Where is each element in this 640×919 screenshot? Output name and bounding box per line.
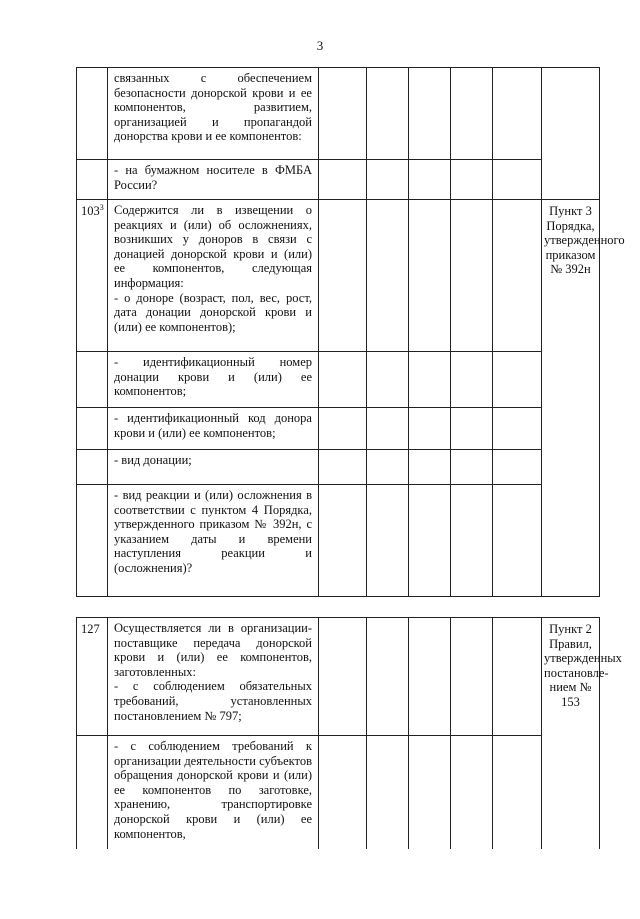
answer-cell-note[interactable] (451, 352, 493, 408)
checklist-table-bottom (76, 617, 622, 849)
answer-cell-no[interactable] (367, 618, 409, 736)
row-number (77, 485, 108, 597)
answer-cell-no[interactable] (367, 736, 409, 850)
answer-cell-na[interactable] (409, 736, 451, 850)
row-number (77, 450, 108, 485)
answer-cell-yes[interactable] (319, 408, 367, 450)
row-number (77, 736, 108, 850)
table-row (77, 736, 600, 850)
answer-cell-na[interactable] (409, 160, 451, 200)
answer-cell-note[interactable] (451, 736, 493, 850)
answer-cell-no[interactable] (367, 450, 409, 485)
question-text: - с соблюдением требований к организации деятельности субъектов обращения донорской крови и (или) ее компонентов по заготовке, хранению, транспортировке донорской крови и (или) ее компонентов, (108, 736, 319, 850)
answer-cell-note[interactable] (451, 68, 493, 160)
question-text: Осуществляется ли в организации-поставщике передача донорской крови и (или) ее компонентов, заготовленных: - с соблюдением обязательных требований, установленных постановлением № 797; (108, 618, 319, 736)
answer-cell-note[interactable] (451, 160, 493, 200)
answer-cell-extra[interactable] (493, 352, 542, 408)
row-number (77, 160, 108, 200)
answer-cell-note[interactable] (451, 485, 493, 597)
answer-cell-no[interactable] (367, 408, 409, 450)
answer-cell-no[interactable] (367, 352, 409, 408)
checklist-table-top (76, 67, 625, 597)
question-text: Содержится ли в извещении о реакциях и (или) об осложнениях, возникших у доноров в связи с донацией донорской крови и (или) ее компонентов, следующая информация: - о доноре (возраст, пол, вес, рост, дата донации донорской крови и (или) ее компонентов); (108, 200, 319, 352)
question-text: - вид реакции и (или) осложнения в соответствии с пунктом 4 Порядка, утвержденного приказом № 392н, с указанием даты и времени наступления реакции и (осложнения)? (108, 485, 319, 597)
answer-cell-note[interactable] (451, 450, 493, 485)
table-row (77, 408, 600, 450)
answer-cell-extra[interactable] (493, 200, 542, 352)
answer-cell-na[interactable] (409, 352, 451, 408)
answer-cell-yes[interactable] (319, 485, 367, 597)
question-text: - на бумажном носителе в ФМБА России? (108, 160, 319, 200)
row-number: $103^3$ (77, 200, 108, 352)
row-number (77, 352, 108, 408)
answer-cell-no[interactable] (367, 485, 409, 597)
answer-cell-extra[interactable] (493, 618, 542, 736)
answer-cell-note[interactable] (451, 618, 493, 736)
table-row (77, 160, 600, 200)
answer-cell-extra[interactable] (493, 736, 542, 850)
answer-cell-note[interactable] (451, 408, 493, 450)
answer-cell-yes[interactable] (319, 68, 367, 160)
legal-reference (542, 68, 600, 200)
table-row (77, 618, 600, 736)
table-row (77, 450, 600, 485)
question-text: - идентификационный код донора крови и (или) ее компонентов; (108, 408, 319, 450)
answer-cell-no[interactable] (367, 160, 409, 200)
answer-cell-na[interactable] (409, 408, 451, 450)
answer-cell-extra[interactable] (493, 160, 542, 200)
answer-cell-no[interactable] (367, 68, 409, 160)
answer-cell-yes[interactable] (319, 618, 367, 736)
table-row (77, 200, 600, 352)
row-number (77, 68, 108, 160)
answer-cell-yes[interactable] (319, 160, 367, 200)
answer-cell-yes[interactable] (319, 450, 367, 485)
answer-cell-na[interactable] (409, 618, 451, 736)
answer-cell-extra[interactable] (493, 68, 542, 160)
answer-cell-extra[interactable] (493, 485, 542, 597)
answer-cell-na[interactable] (409, 68, 451, 160)
row-number (77, 408, 108, 450)
answer-cell-na[interactable] (409, 485, 451, 597)
row-number: 127 (77, 618, 108, 736)
question-text: - идентификационный номер донации крови и (или) ее компонентов; (108, 352, 319, 408)
question-text: связанных с обеспечением безопасности донорской крови и ее компонентов, развитием, организацией и пропагандой донорства крови и ее компонентов: (108, 68, 319, 160)
answer-cell-note[interactable] (451, 200, 493, 352)
answer-cell-na[interactable] (409, 450, 451, 485)
answer-cell-no[interactable] (367, 200, 409, 352)
legal-reference: Пункт 3 Порядка, утвержденного приказом № 392н (542, 200, 600, 597)
answer-cell-extra[interactable] (493, 408, 542, 450)
table-row (77, 68, 600, 160)
table-row (77, 352, 600, 408)
question-text: - вид донации; (108, 450, 319, 485)
table-row (77, 485, 600, 597)
legal-reference: Пункт 2 Правил, утвержденных постановле-нием № 153 (542, 618, 600, 850)
page-number: 3 (316, 38, 324, 53)
answer-cell-extra[interactable] (493, 450, 542, 485)
answer-cell-yes[interactable] (319, 736, 367, 850)
answer-cell-yes[interactable] (319, 200, 367, 352)
answer-cell-na[interactable] (409, 200, 451, 352)
answer-cell-yes[interactable] (319, 352, 367, 408)
